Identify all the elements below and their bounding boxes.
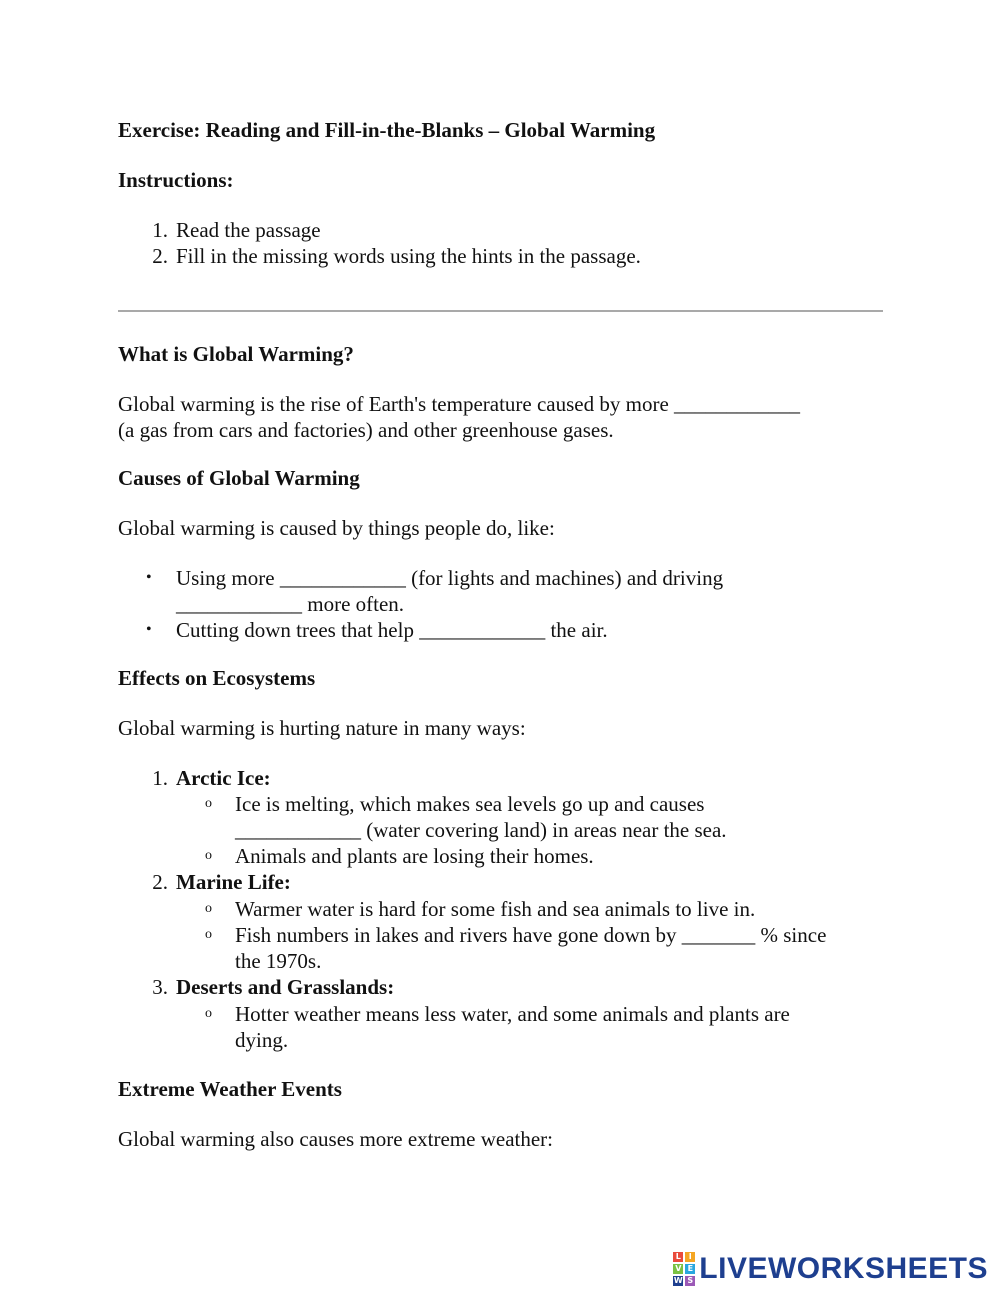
sub-item-text: dying. — [235, 1028, 289, 1052]
instruction-text: Fill in the missing words using the hints in the passage. — [176, 244, 641, 268]
circle-bullet-icon: o — [205, 848, 212, 863]
logo-block: L — [673, 1252, 683, 1262]
sub-item-text: Warmer water is hard for some fish and sea animals to live in. — [235, 897, 756, 921]
logo-block: W — [673, 1276, 683, 1285]
circle-bullet-icon: o — [205, 1006, 212, 1021]
bullet-text: Using more ____________ (for lights and machines) and driving — [176, 566, 724, 590]
section-heading-extreme: Extreme Weather Events — [118, 1077, 342, 1101]
bullet-icon: • — [146, 621, 152, 638]
circle-bullet-icon: o — [205, 927, 212, 942]
sub-item-text: Ice is melting, which makes sea levels go up and causes — [235, 792, 705, 816]
logo-block: E — [685, 1264, 695, 1274]
instructions-heading: Instructions: — [118, 168, 234, 192]
list-number: 1. — [152, 218, 168, 242]
instruction-text: Read the passage — [176, 218, 321, 242]
paragraph-line: Global warming also causes more extreme weather: — [118, 1127, 554, 1151]
logo-block: V — [675, 1264, 682, 1273]
list-number: 2. — [152, 870, 168, 894]
logo-text: LIVEWORKSHEETS — [699, 1252, 988, 1285]
paragraph-line: Global warming is hurting nature in many ways: — [118, 716, 526, 740]
sub-item-text: ____________ (water covering land) in areas near the sea. — [235, 818, 727, 842]
paragraph-line: Global warming is the rise of Earth's temperature caused by more ____________ — [118, 392, 801, 416]
sub-item-text: Fish numbers in lakes and rivers have gone down by _______ % since — [235, 923, 827, 947]
paragraph-line: (a gas from cars and factories) and other greenhouse gases. — [118, 418, 614, 442]
section-heading-causes: Causes of Global Warming — [118, 466, 360, 490]
liveworksheets-logo — [673, 1252, 988, 1286]
page-title: Exercise: Reading and Fill-in-the-Blanks – Global Warming — [118, 118, 656, 142]
bullet-text: ____________ more often. — [176, 592, 405, 616]
list-number: 1. — [152, 766, 168, 790]
sub-item-text: Hotter weather means less water, and some animals and plants are — [235, 1002, 790, 1026]
list-label: Arctic Ice: — [176, 766, 271, 790]
logo-block: S — [685, 1276, 695, 1286]
section-heading-what: What is Global Warming? — [118, 342, 354, 366]
bullet-text: Cutting down trees that help ____________ the air. — [176, 618, 608, 642]
logo-block: I — [685, 1252, 695, 1262]
logo-blocks-icon — [673, 1252, 695, 1286]
section-divider — [118, 310, 883, 312]
list-label: Deserts and Grasslands: — [176, 975, 395, 999]
circle-bullet-icon: o — [205, 901, 212, 916]
section-heading-effects: Effects on Ecosystems — [118, 666, 316, 690]
list-number: 2. — [152, 244, 168, 268]
sub-item-text: the 1970s. — [235, 949, 322, 973]
paragraph-line: Global warming is caused by things people do, like: — [118, 516, 555, 540]
bullet-icon: • — [146, 569, 152, 586]
list-number: 3. — [152, 975, 168, 999]
sub-item-text: Animals and plants are losing their homes. — [235, 844, 594, 868]
circle-bullet-icon: o — [205, 796, 212, 811]
list-label: Marine Life: — [176, 870, 291, 894]
